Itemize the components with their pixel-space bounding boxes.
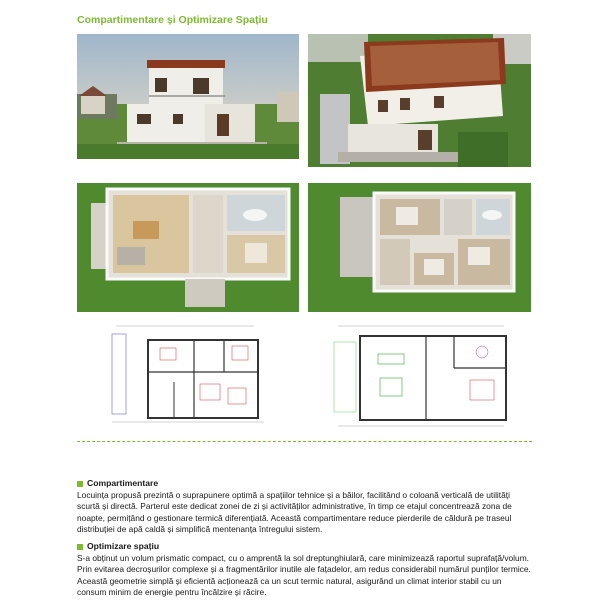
page-title: Compartimentare și Optimizare Spațiu xyxy=(77,14,268,26)
square-bullet-icon xyxy=(77,544,83,550)
section-optimizare xyxy=(77,541,532,599)
section-body: Locuința propusă prezintă o suprapunere optimă a spațiilor tehnice și a băilor, facilitând o coloană verticală de utilități scurtă și directă. Parterul este dedicat zonei de zi și activităților administrative, în timp ce etajul concentrează zona de noapte, permițând o gestionare termică diferențiată. Această compartimentare reduce pierderile de căldură pe traseul distribuției de apă caldă și simplifică mentenanța întregului sistem. xyxy=(77,489,512,535)
section-divider xyxy=(77,441,532,442)
floor-3d-upper xyxy=(308,183,531,312)
plan-2d-ground xyxy=(330,322,512,430)
section-heading: Compartimentare xyxy=(87,478,159,488)
section-heading: Optimizare spațiu xyxy=(87,541,160,551)
section-body: S-a obținut un volum prismatic compact, cu o amprentă la sol dreptunghiulară, care minimizează raportul suprafață/volum. Prin evitarea decroșurilor complexe și a fragmentărilor inutile ale fațadelor, am redus considerabil numărul punților termice. Această geometrie simplă și eficientă acționează ca un scut termic natural, asigurând un climat interior stabil cu un consum minim de energie pentru încălzire și răcire. xyxy=(77,552,531,598)
plan-2d-upper xyxy=(104,322,270,428)
section-compartimentare xyxy=(77,478,532,536)
square-bullet-icon xyxy=(77,481,83,487)
render-house-front xyxy=(77,34,299,159)
render-house-aerial xyxy=(308,34,531,167)
floor-3d-ground xyxy=(77,183,299,312)
